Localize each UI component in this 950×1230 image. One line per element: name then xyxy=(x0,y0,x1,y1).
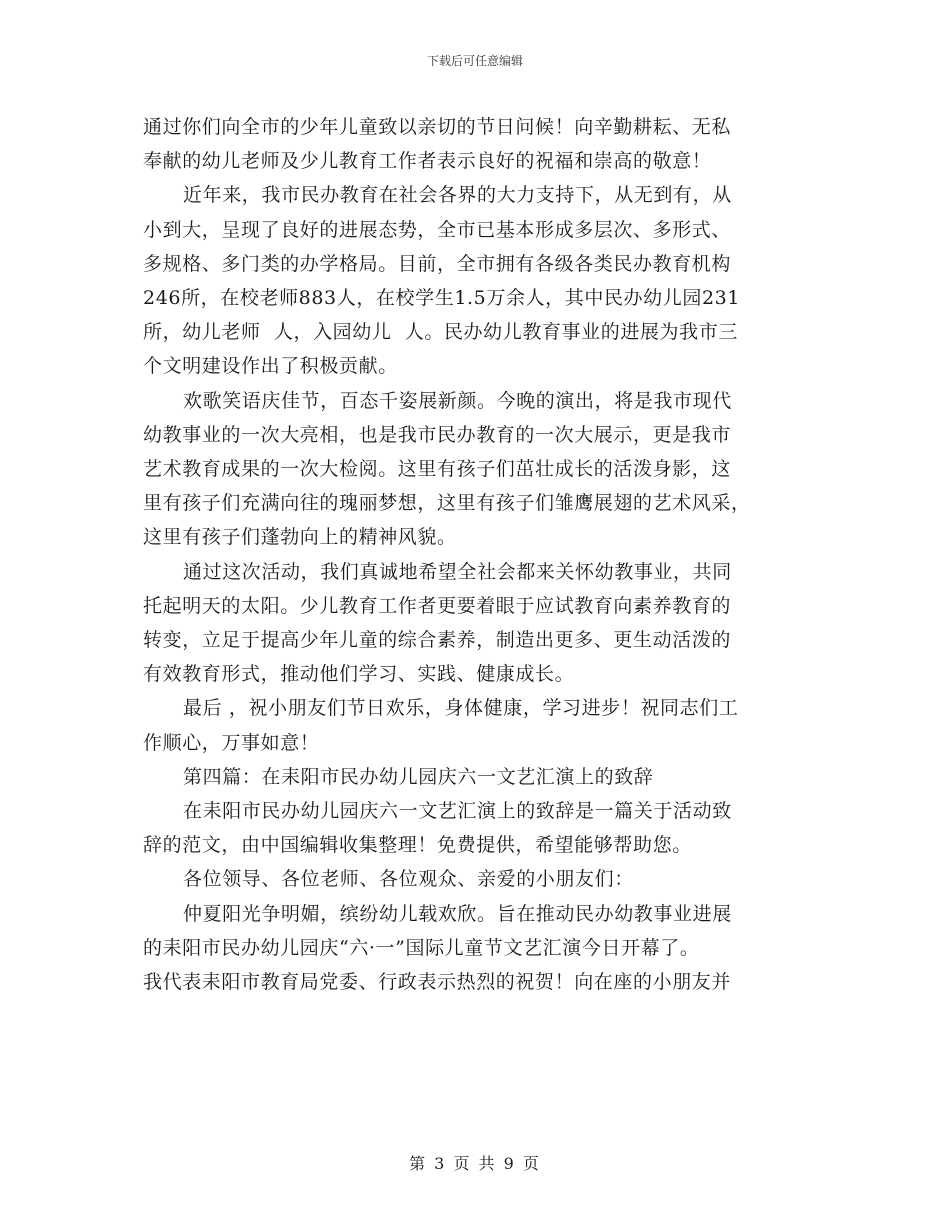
text-line: 246所，在校老师883人，在校学生1.5万余人，其中民办幼儿园231 xyxy=(143,287,741,310)
text-line: 幼教事业的一次大亮相，也是我市民办教育的一次大展示，更是我市 xyxy=(143,423,732,446)
text-line: 最后 ，祝小朋友们节日欢乐，身体健康，学习进步！祝同志们工 xyxy=(183,697,739,720)
text-line: 在耒阳市民办幼儿园庆六一文艺汇演上的致辞是一篇关于活动致 xyxy=(183,800,732,823)
text-line: 里有孩子们充满向往的瑰丽梦想，这里有孩子们雏鹰展翅的艺术风采， xyxy=(143,492,751,515)
text-line: 转变，立足于提高少年儿童的综合素养，制造出更多、更生动活泼的 xyxy=(143,629,732,652)
text-line: 欢歌笑语庆佳节，百态千姿展新颜。今晚的演出，将是我市现代 xyxy=(183,389,732,412)
text-line: 艺术教育成果的一次大检阅。这里有孩子们茁壮成长的活泼身影，这 xyxy=(143,458,732,481)
page-header-note: 下载后可任意编辑 xyxy=(426,54,523,68)
text-line: 有效教育形式，推动他们学习、实践、健康成长。 xyxy=(143,663,575,686)
section-heading: 第四篇：在耒阳市民办幼儿园庆六一文艺汇演上的致辞 xyxy=(183,765,654,788)
page-number-footer: 第 3 页 共 9 页 xyxy=(409,1154,541,1173)
text-line: 多规格、多门类的办学格局。目前，全市拥有各级各类民办教育机构 xyxy=(143,252,732,275)
text-line: 所，幼儿老师 人，入园幼儿 人。民办幼儿教育事业的进展为我市三 xyxy=(143,321,738,344)
text-line: 托起明天的太阳。少儿教育工作者更要着眼于应试教育向素养教育的 xyxy=(143,594,732,617)
text-line: 个文明建设作出了积极贡献。 xyxy=(143,355,398,378)
text-line: 辞的范文，由中国编辑收集整理！免费提供，希望能够帮助您。 xyxy=(143,834,692,857)
text-line: 仲夏阳光争明媚，缤纷幼儿载欢欣。旨在推动民办幼教事业进展 xyxy=(183,902,732,925)
text-line: 小到大，呈现了良好的进展态势，全市已基本形成多层次、多形式、 xyxy=(143,218,732,241)
text-line: 这里有孩子们蓬勃向上的精神风貌。 xyxy=(143,526,457,549)
text-line: 的耒阳市民办幼儿园庆“六·一”国际儿童节文艺汇演今日开幕了。 xyxy=(143,936,700,959)
text-line: 奉献的幼儿老师及少儿教育工作者表示良好的祝福和崇高的敬意！ xyxy=(143,150,712,173)
salutation-line: 各位领导、各位老师、各位观众、亲爱的小朋友们： xyxy=(183,868,634,891)
document-body xyxy=(143,110,811,999)
text-line: 通过这次活动，我们真诚地希望全社会都来关怀幼教事业，共同 xyxy=(183,560,732,583)
text-line: 近年来，我市民办教育在社会各界的大力支持下，从无到有，从 xyxy=(183,184,732,207)
text-line: 我代表耒阳市教育局党委、行政表示热烈的祝贺！向在座的小朋友并 xyxy=(143,971,732,994)
text-line: 通过你们向全市的少年儿童致以亲切的节日问候！向辛勤耕耘、无私 xyxy=(143,116,732,138)
text-line: 作顺心，万事如意！ xyxy=(143,731,320,754)
